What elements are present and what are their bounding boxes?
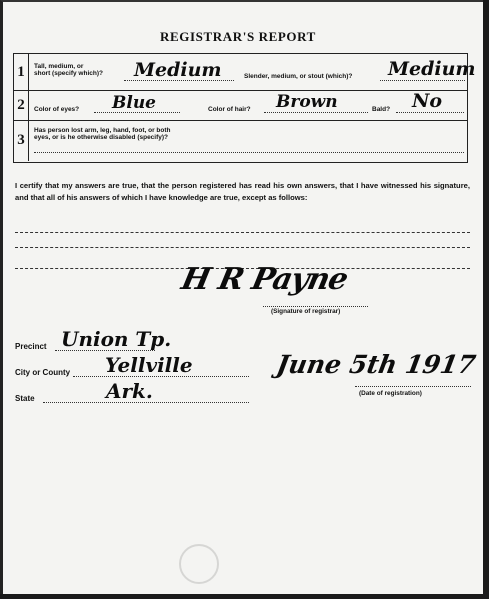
city-label: City or County <box>15 368 71 377</box>
eye-color-label: Color of eyes? <box>34 106 80 113</box>
row-colors <box>14 90 467 121</box>
row-build <box>14 54 476 91</box>
hair-color-answer: Brown <box>276 92 338 112</box>
precinct-value: Union Tp. <box>61 327 172 351</box>
certification-text: I certify that my answers are true, that the person registered has read his own answers, that I have witnessed his signature, and that all of his answers of which I have knowledge are true, except as follows: <box>15 181 470 202</box>
state-label: State <box>15 394 35 403</box>
disability-label: Has person lost arm, leg, hand, foot, or both eyes, or is he otherwise disabled (specify)? <box>34 127 171 141</box>
page-title: REGISTRAR'S REPORT <box>160 29 316 44</box>
signature-caption: (Signature of registrar) <box>271 308 341 315</box>
eye-color-answer: Blue <box>112 93 157 113</box>
row-number: 1 <box>14 54 29 90</box>
physical-description-table <box>13 53 476 163</box>
height-label: Tall, medium, or short (specify which)? <box>34 63 103 77</box>
date-caption: (Date of registration) <box>359 390 422 397</box>
city-value: Yellville <box>105 353 193 377</box>
build-answer: Medium <box>388 58 476 80</box>
row-number: 3 <box>14 120 29 161</box>
registrar-signature: H R Payne <box>178 262 351 297</box>
row-number: 2 <box>14 90 29 120</box>
bald-label: Bald? <box>372 106 391 113</box>
faint-stamp <box>179 544 219 584</box>
bald-answer: No <box>412 90 443 112</box>
exceptions-line-1 <box>15 232 470 233</box>
row-disability <box>14 120 467 161</box>
hair-color-label: Color of hair? <box>208 106 251 113</box>
state-value: Ark. <box>106 379 153 403</box>
build-label: Slender, medium, or stout (which)? <box>244 73 353 80</box>
height-answer: Medium <box>134 59 222 81</box>
registration-date: June 5th 1917 <box>274 350 478 379</box>
precinct-label: Precinct <box>15 342 47 351</box>
exceptions-line-2 <box>15 247 470 248</box>
